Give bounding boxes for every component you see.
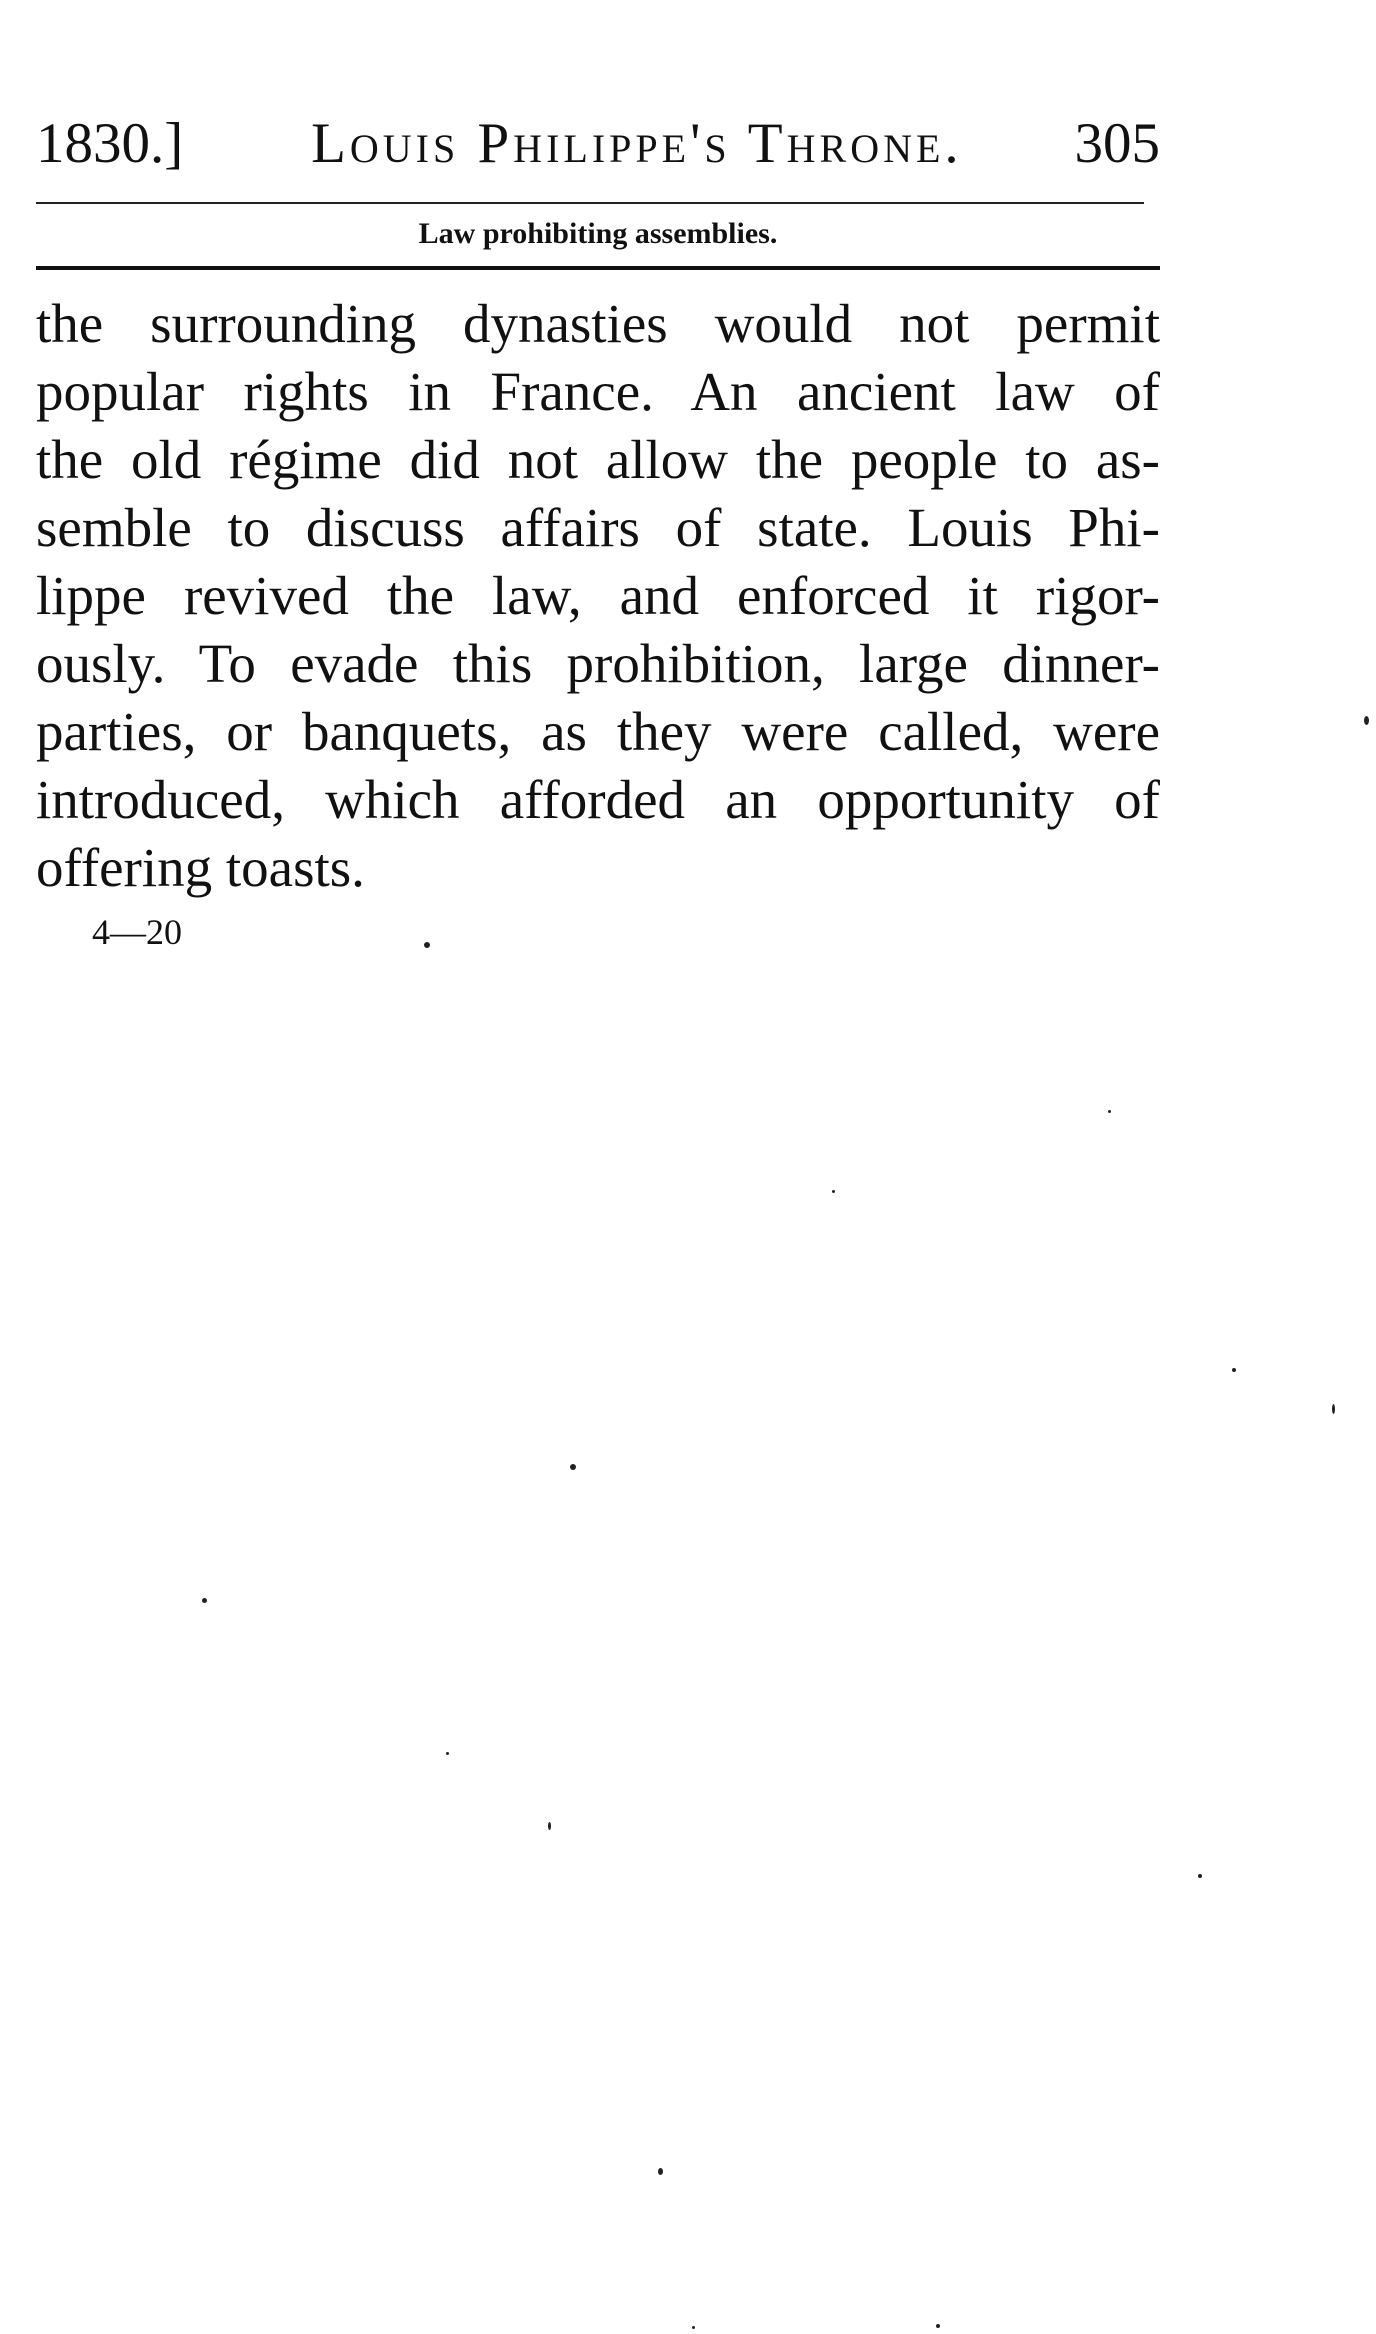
text-line: lippe revived the law, and enforced it rigor- xyxy=(36,565,1160,626)
signature-mark: 4—20 xyxy=(92,912,182,952)
scan-speck xyxy=(936,2324,940,2328)
side-note: Law prohibiting assemblies. xyxy=(418,217,778,250)
header-rule-bottom xyxy=(36,266,1160,270)
scan-speck xyxy=(570,1464,576,1470)
text-line: offering toasts. xyxy=(36,837,365,898)
text-line: semble to discuss affairs of state. Louis Phi- xyxy=(36,497,1160,558)
scan-speck xyxy=(446,1752,449,1755)
text-line: the surrounding dynasties would not permit xyxy=(36,293,1160,354)
header-rule-top xyxy=(36,202,1144,204)
scan-speck xyxy=(1364,716,1369,725)
text-line: popular rights in France. An ancient law of xyxy=(36,361,1160,422)
page-number: 305 xyxy=(1074,112,1160,175)
text-line: parties, or banquets, as they were called, were xyxy=(36,701,1160,762)
header-year: 1830.] xyxy=(36,112,184,175)
text-line: the old régime did not allow the people to as- xyxy=(36,429,1160,490)
scan-speck xyxy=(1232,1368,1236,1372)
scan-speck xyxy=(1332,1404,1335,1414)
scan-speck xyxy=(658,2168,663,2175)
header-title: Louis Philippe's Throne. xyxy=(311,112,963,175)
text-line: introduced, which afforded an opportunity of xyxy=(36,769,1160,830)
scan-speck xyxy=(1108,1110,1111,1113)
running-header xyxy=(36,108,1160,180)
scan-speck xyxy=(692,2326,695,2329)
text-line: ously. To evade this prohibition, large dinner- xyxy=(36,633,1160,694)
scan-speck xyxy=(832,1190,835,1193)
scan-speck xyxy=(548,1822,551,1830)
body-paragraph xyxy=(36,290,1160,902)
scan-speck xyxy=(424,942,430,948)
scan-speck xyxy=(202,1598,207,1603)
scan-speck xyxy=(1198,1874,1202,1878)
